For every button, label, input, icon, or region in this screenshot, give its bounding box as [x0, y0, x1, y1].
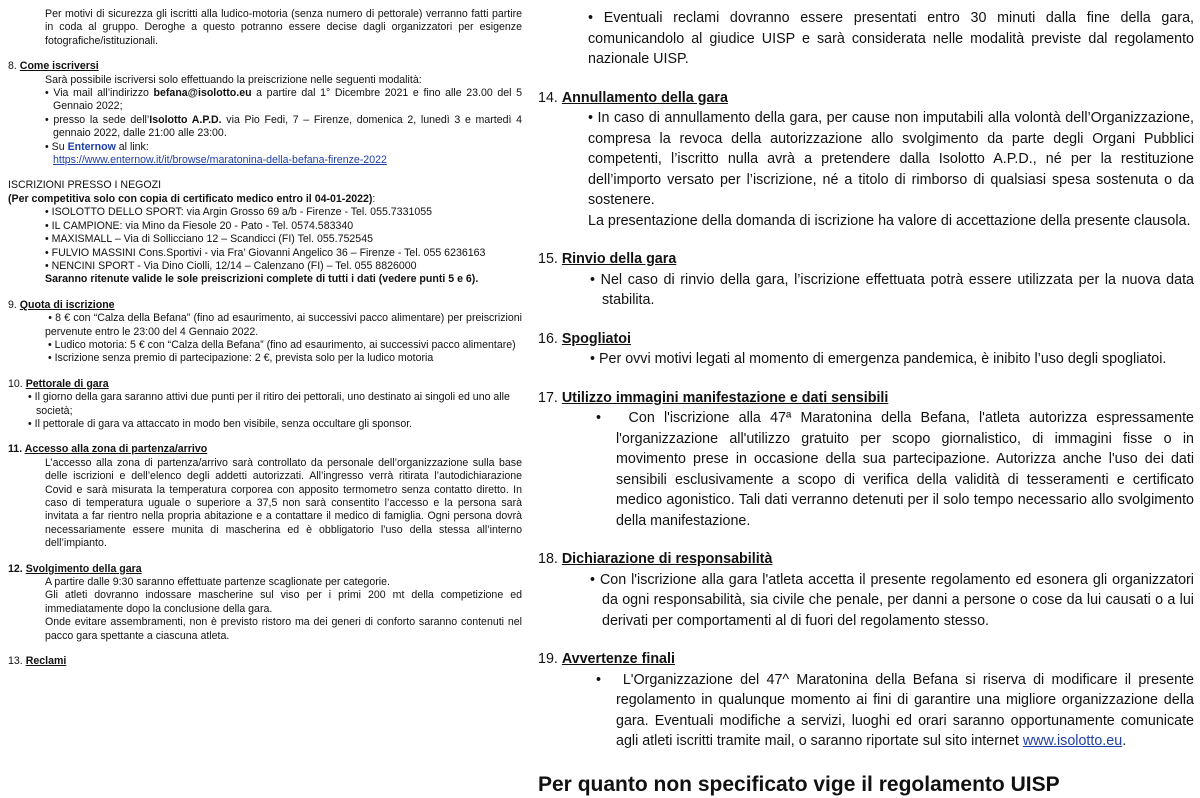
section-12-p1: A partire dalle 9:30 saranno effettuate partenze scaglionate per categorie.	[45, 576, 390, 589]
bullet-icon: •	[590, 271, 601, 288]
bullet-icon: •	[45, 352, 55, 365]
section-11-text: L’accesso alla zona di partenza/arrivo sarà controllato da personale dell’organizzazione sulla base delle iscrizioni e dell’elenco degli addetti autorizzati. All’ingresso verrà ritirata l’autodichiarazione Covid e sarà misurata la temperatura corporea con apposito termometro senza contatto diretto. In caso di temperatura uguale o superiore a 37,5 non sarà consentito l’accesso e la persona sarà invitata a far rientro nella propria abitazione e a contattare il medico di famiglia. Ogni persona dovrà necessariamente essere munita di mascherina ed è obbligatorio l’uso della stessa all’interno dell’impianto.	[45, 456, 522, 550]
section-12-p3: Onde evitare assembramenti, non è previsto ristoro ma dei generi di conforto saranno contenuti nel pacco gara spettante a ciascuna atleta.	[45, 616, 522, 642]
section-8-lead: Sarà possibile iscriversi solo effettuando la preiscrizione nelle seguenti modalità:	[45, 73, 422, 86]
bullet-icon: •	[588, 110, 598, 126]
list-item: • ISOLOTTO DELLO SPORT: via Argin Grosso 69 a/b - Firenze - Tel. 055.7331055	[45, 206, 433, 219]
list-item: • FULVIO MASSINI Cons.Sportivi - via Fra’ Giovanni Angelico 36 – Firenze - Tel. 055 6236163	[45, 246, 486, 259]
bullet-icon: •	[590, 351, 599, 367]
section-13-text: • Eventuali reclami dovranno essere presentati entro 30 minuti dalla fine della gara, comunicandolo al giudice UISP e sarà considerata nelle modalità previste dal regolamento nazionale UISP.	[588, 10, 1194, 67]
bullet-icon: •	[588, 10, 604, 26]
bullet-icon: •	[28, 391, 35, 404]
list-item: • Ludico motoria: 5 € con “Calza della Befana” (fino ad esaurimento, ai successivi pacco alimentare)	[45, 338, 516, 351]
section-16-heading: 16. Spogliatoi	[538, 330, 631, 347]
list-item: • NENCINI SPORT - Via Dino Ciolli, 12/14 – Calenzano (FI) – Tel. 055 8826000	[45, 259, 417, 272]
organization-name: Isolotto A.P.D.	[149, 113, 222, 126]
section-14-heading: 14. Annullamento della gara	[538, 89, 728, 106]
section-title: Come iscriversi	[19, 60, 99, 73]
section-17-text: • Con l'iscrizione alla 47ª Maratonina della Befana, l'atleta autorizza espressamente l'organizzazione all'utilizzo gratuito per scopo giornalistico, di immagini fisse o in movimento prese in occasione della sua partecipazione. Autorizza anche l'uso dei dati sensibili esclusivamente a scopo di verifica della validità di tesseramenti e certificato medico agonistico. Tali dati verranno detenuti per il solo tempo necessario allo svolgimento della manifestazione.	[596, 410, 1194, 529]
list-item: • MAXISMALL – Via di Sollicciano 12 – Scandicci (FI) Tel. 055.752545	[45, 233, 373, 246]
isolotto-website-link[interactable]: www.isolotto.eu	[1022, 733, 1123, 749]
bullet-icon: •	[45, 87, 54, 100]
section-15-text: • Nel caso di rinvio della gara, l’iscrizione effettuata potrà essere utilizzata per la nuova data stabilita.	[590, 271, 1194, 308]
bullet-icon: •	[28, 417, 35, 430]
right-column	[530, 0, 1200, 798]
section-number: 8.	[8, 60, 17, 73]
bullet-icon: •	[45, 206, 52, 219]
section-18-heading: 18. Dichiarazione di responsabilità	[538, 551, 773, 567]
enternow-brand: Enternow	[67, 140, 116, 153]
section-17-heading: 17. Utilizzo immagini manifestazione e dati sensibili	[538, 389, 889, 406]
section-15-heading: 15. Rinvio della gara	[538, 251, 677, 267]
section-14-text2: La presentazione della domanda di iscrizione ha valore di accettazione della presente clausola.	[588, 212, 1191, 229]
section-18-text: • Con l'iscrizione alla gara l'atleta accetta il presente regolamento ed esonera gli organizzatori da ogni responsabilità, sia civile che penale, per danni a persone o cose da lui causati o a lui derivati per comportamenti al di fuori del regolamento stesso.	[590, 571, 1194, 629]
list-item: • Iscrizione senza premio di partecipazione: 2 €, prevista solo per la ludico motoria	[45, 352, 434, 365]
section-12-p2: Gli atleti dovranno indossare mascherine sul viso per i primi 200 mt della competizione ed immediatamente dopo la conclusione della gara.	[45, 589, 522, 615]
section-13-heading: 13. Reclami	[8, 655, 67, 668]
shops-note: (Per competitiva solo con copia di certificato medico entro il 04-01-2022):	[8, 192, 376, 205]
section-19-heading: 19. Avvertenze finali	[538, 651, 675, 667]
list-item: • Il giorno della gara saranno attivi due punti per il ritiro dei pettorali, uno destinato ai singoli ed uno alle società;	[28, 391, 510, 417]
bullet-icon: •	[45, 113, 54, 126]
section-14-text: • In caso di annullamento della gara, per cause non imputabili alla volontà dell’Organizzazione, compresa la revoca della autorizzazione allo svolgimento da parte degli Organi Pubblici competenti, l’iscritto nulla avrà a pretendere dalla Isolotto A.P.D., né per la restituzione dell’importo versato per l’iscrizione, né a titolo di rimborso di qualsiasi spesa sostenuta o da sostenere.	[588, 110, 1194, 208]
bullet-icon: •	[45, 259, 52, 272]
email-address[interactable]: befana@isolotto.eu	[153, 87, 252, 100]
section-10-heading: 10. Pettorale di gara	[8, 377, 109, 390]
list-item: • presso la sede dell’Isolotto A.P.D. via Pio Fedi, 7 – Firenze, domenica 2, lunedì 3 e martedì 4 gennaio 2022, dalle 21:00 alle 23:00.	[45, 113, 522, 140]
list-item: • Su Enternow al link: https://www.enternow.it/it/browse/maratonina-della-befana-firenze-2022	[45, 140, 387, 167]
list-item: • Via mail all’indirizzo befana@isolotto.eu a partire dal 1° Dicembre 2021 e fino alle 23.00 del 5 Gennaio 2022;	[45, 87, 523, 113]
section-11-heading: 11. Accesso alla zona di partenza/arrivo	[8, 443, 208, 456]
list-item: • IL CAMPIONE: via Mino da Fiesole 20 - Pato - Tel. 0574.583340	[45, 219, 354, 232]
bullet-icon: •	[45, 219, 52, 232]
bullet-icon: •	[45, 246, 52, 259]
shops-heading: ISCRIZIONI PRESSO I NEGOZI	[8, 179, 162, 192]
bullet-icon: •	[590, 571, 600, 588]
section-9-heading: 9. Quota di iscrizione	[8, 298, 115, 311]
intro-paragraph: Per motivi di sicurezza gli iscritti alla ludico-motoria (senza numero di pettorale) verranno fatti partire in coda al gruppo. Deroghe a questo potranno essere decise dagli organizzatori per esigenze fotografiche/istituzionali.	[45, 8, 522, 47]
section-8-heading	[0, 60, 530, 73]
bullet-icon: •	[45, 312, 56, 325]
enternow-link[interactable]: https://www.enternow.it/it/browse/maratonina-della-befana-firenze-2022	[53, 154, 387, 167]
bullet-icon: •	[596, 410, 629, 426]
section-19-text: • L'Organizzazione del 47^ Maratonina della Befana si riserva di modificare il presente regolamento in qualunque momento ai fini di garantire una migliore organizzazione della gara. Eventuali modifiche a servizi, luoghi ed orari saranno opportunamente comunicate agli atleti iscritti tramite mail, o saranno riportate sul sito internet www.isolotto.eu.	[596, 671, 1194, 749]
shops-validity-note: Saranno ritenute valide le sole preiscrizioni complete di tutti i dati (vedere punti 5 e 6).	[45, 273, 479, 286]
bullet-icon: •	[45, 338, 55, 351]
bullet-icon: •	[45, 233, 52, 246]
bullet-icon: •	[596, 671, 623, 688]
left-column	[0, 0, 530, 668]
list-item: • 8 € con “Calza della Befana” (fino ad esaurimento, ai successivi pacco alimentare) per preiscrizioni pervenute entro le 23:00 del 4 Gennaio 2022.	[45, 312, 522, 338]
final-note: Per quanto non specificato vige il regolamento UISP	[538, 772, 1060, 796]
list-item: • Il pettorale di gara va attaccato in modo ben visibile, senza occultare gli sponsor.	[28, 417, 413, 430]
bullet-icon: •	[45, 140, 52, 153]
section-16-text: • Per ovvi motivi legati al momento di emergenza pandemica, è inibito l’uso degli spogliatoi.	[590, 351, 1167, 367]
section-12-heading: 12. Svolgimento della gara	[8, 562, 142, 575]
